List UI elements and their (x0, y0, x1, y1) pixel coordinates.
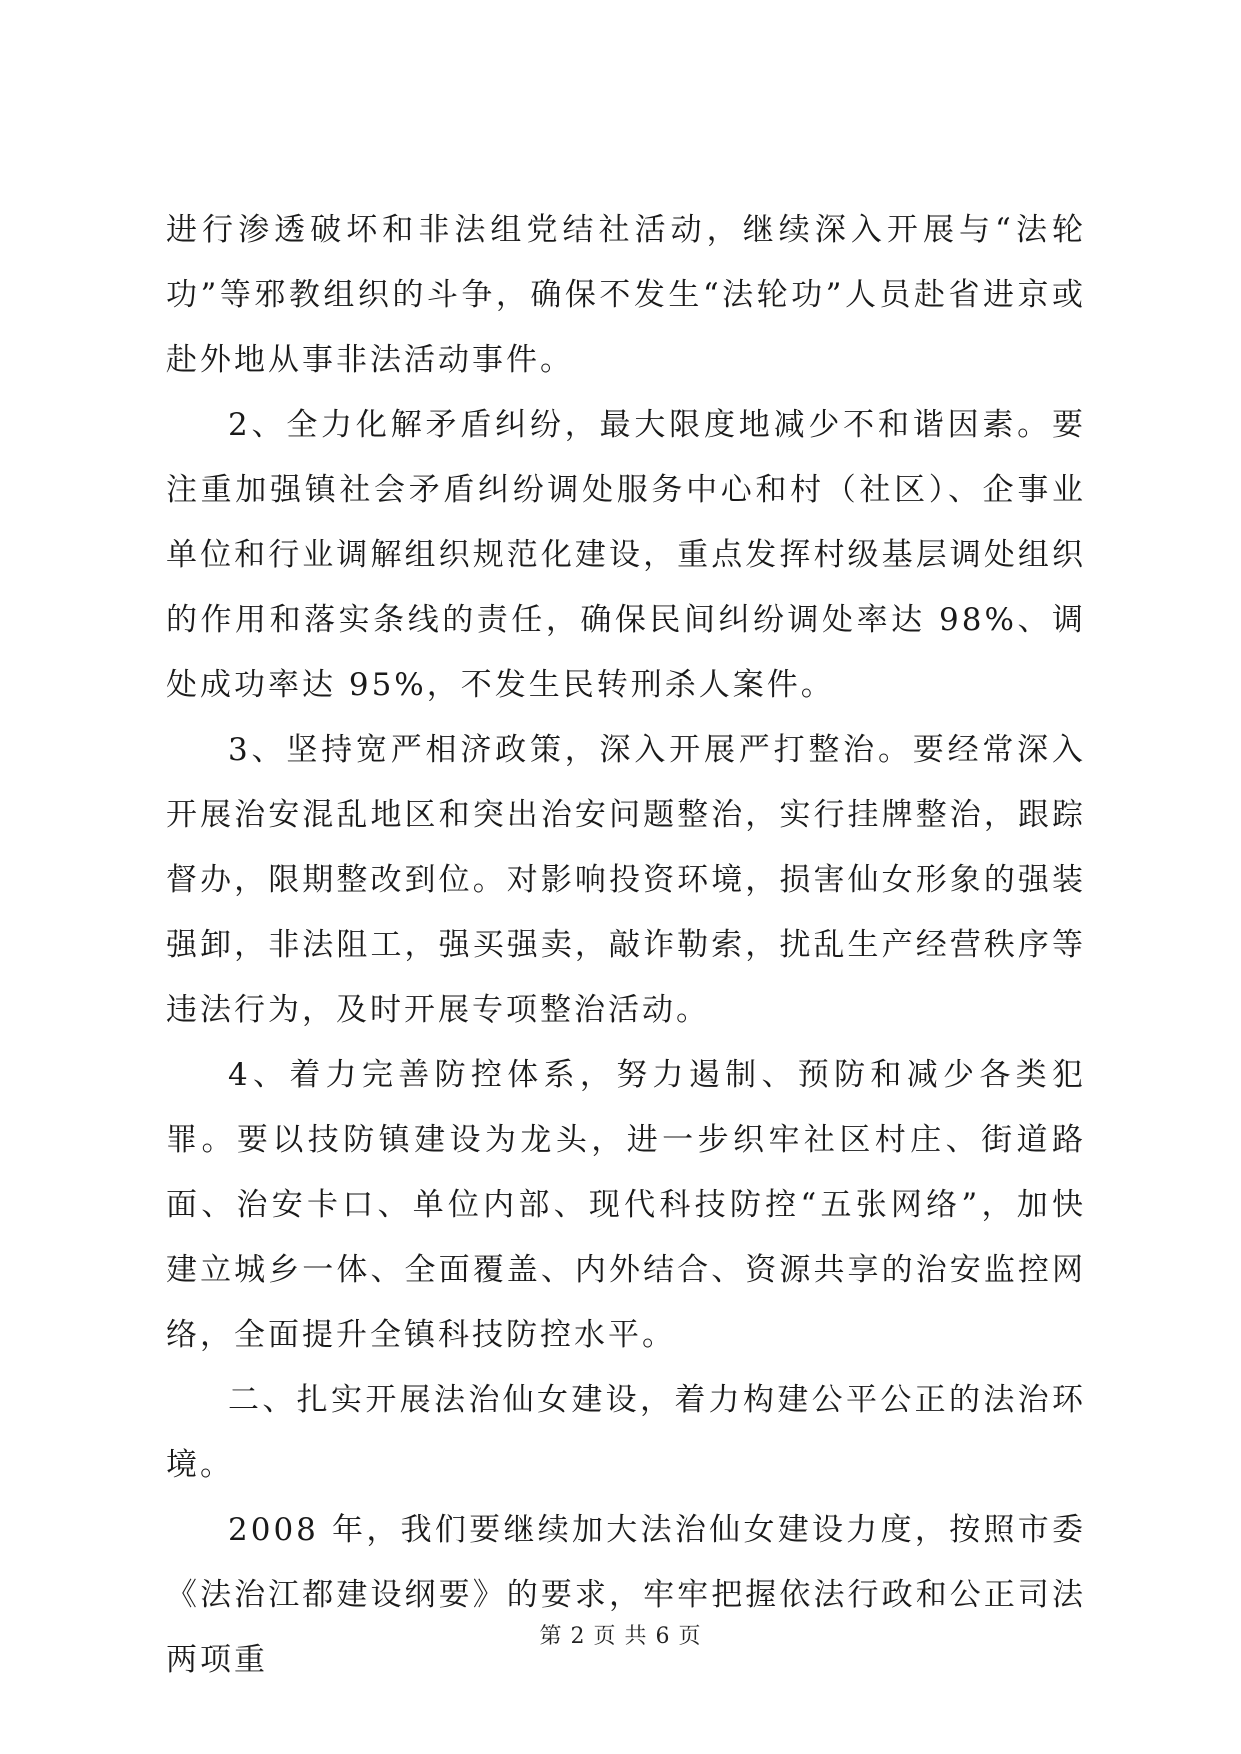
paragraph-3: 3、坚持宽严相济政策，深入开展严打整治。要经常深入开展治安混乱地区和突出治安问题整治，实行挂牌整治，跟踪督办，限期整改到位。对影响投资环境，损害仙女形象的强装强卸，非法阻工，强买强卖，敲诈勒索，扰乱生产经营秩序等违法行为，及时开展专项整治活动。 (166, 732, 1086, 1028)
paragraph-1: 进行渗透破坏和非法组党结社活动，继续深入开展与“法轮功”等邪教组织的斗争，确保不发生“法轮功”人员赴省进京或赴外地从事非法活动事件。 (166, 212, 1086, 378)
paragraph-2: 2、全力化解矛盾纠纷，最大限度地减少不和谐因素。要注重加强镇社会矛盾纠纷调处服务中心和村（社区）、企事业单位和行业调解组织规范化建设，重点发挥村级基层调处组织的作用和落实条线的责任，确保民间纠纷调处率达 98%、调处成功率达 95%，不发生民转刑杀人案件。 (166, 407, 1086, 703)
paragraph-4: 4、着力完善防控体系，努力遏制、预防和减少各类犯罪。要以技防镇建设为龙头，进一步织牢社区村庄、街道路面、治安卡口、单位内部、现代科技防控“五张网络”，加快建立城乡一体、全面覆盖、内外结合、资源共享的治安监控网络，全面提升全镇科技防控水平。 (166, 1057, 1086, 1353)
document-body (166, 198, 1086, 1693)
paragraph-5: 2008 年，我们要继续加大法治仙女建设力度，按照市委《法治江都建设纲要》的要求，牢牢把握依法行政和公正司法两项重 (166, 1512, 1086, 1678)
page-number: 第 2 页 共 6 页 (539, 1624, 702, 1649)
section-heading: 二、扎实开展法治仙女建设，着力构建公平公正的法治环境。 (166, 1382, 1086, 1483)
